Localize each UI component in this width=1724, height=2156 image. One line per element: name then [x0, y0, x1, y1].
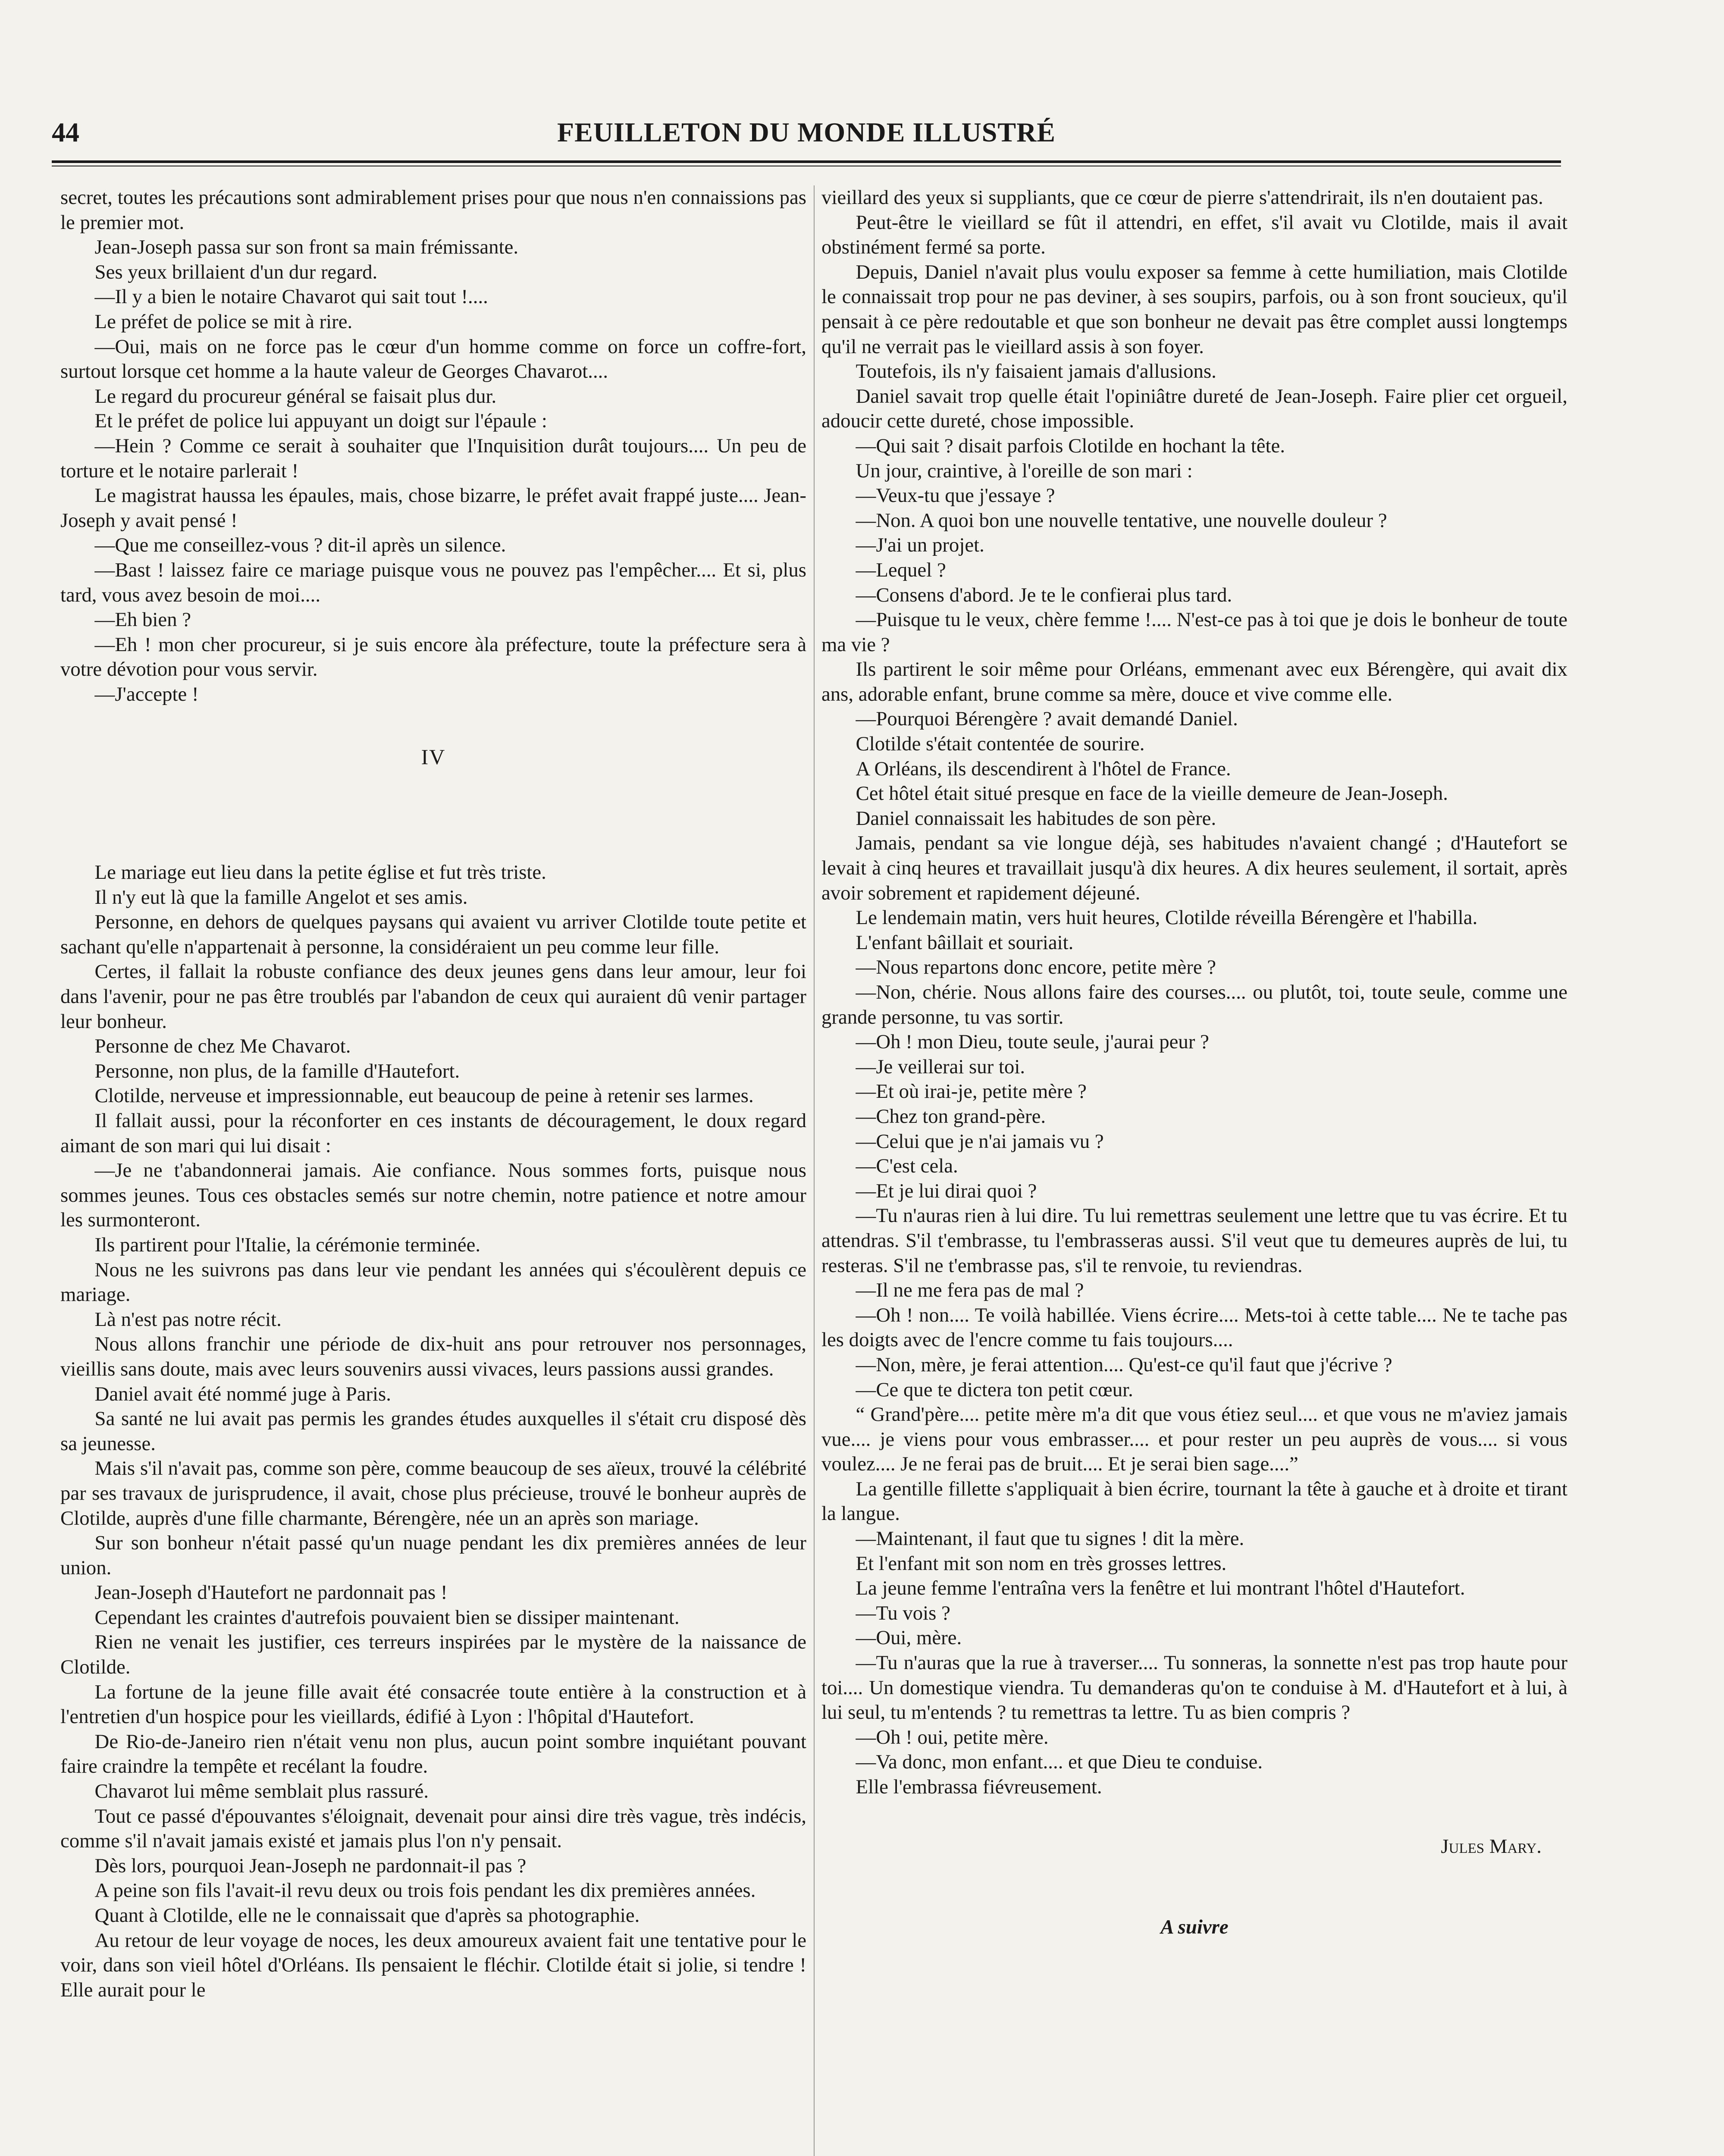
paragraph: Chavarot lui même semblait plus rassuré.	[94, 1780, 429, 1803]
paragraph: Elle l'embrassa fiévreusement.	[856, 1776, 1102, 1798]
paragraph: —Tu n'auras que la rue à traverser.... Tu sonneras, la sonnette n'est pas trop haute pour toi.... Un domestique viendra. Tu demanderas qu'on te conduise à M. d'Hautefort et à lui, à lui seul, tu m'entends ? tu remettras ta lettre. Tu as bien compris ?	[821, 1651, 1567, 1724]
paragraph: —Tu vois ?	[856, 1601, 950, 1624]
paragraph: Là n'est pas notre récit.	[94, 1308, 282, 1331]
paragraph: La gentille fillette s'appliquait à bien écrire, tournant la tête à gauche et à droite et tirant la langue.	[821, 1477, 1567, 1525]
paragraph: Un jour, craintive, à l'oreille de son mari :	[856, 459, 1193, 482]
paragraph: —Ce que te dictera ton petit cœur.	[856, 1378, 1133, 1401]
paragraph: Personne, en dehors de quelques paysans qui avaient vu arriver Clotilde toute petite et sachant qu'elle n'appartenait à personne, la considéraient un peu comme leur fille.	[60, 911, 806, 958]
author-signature: Jules Mary.	[1441, 1835, 1542, 1858]
paragraph: Jean-Joseph d'Hautefort ne pardonnait pas !	[94, 1581, 448, 1604]
paragraph: Dès lors, pourquoi Jean-Joseph ne pardonnait-il pas ?	[94, 1854, 527, 1877]
paragraph: Depuis, Daniel n'avait plus voulu exposer sa femme à cette humiliation, mais Clotilde le connaissait trop pour ne pas deviner, à ses soupirs, parfois, ou à son front soucieux, qu'il pensait à ce père redoutable et que son bonheur ne devait pas être complet aussi longtemps qu'il ne verrait pas le vieillard assis à son foyer.	[821, 260, 1567, 358]
paragraph: Jamais, pendant sa vie longue déjà, ses habitudes n'avaient changé ; d'Hautefort se levait à cinq heures et travaillait jusqu'à dix heures. A dix heures seulement, il sortait, après avoir sobrement et rapidement déjeuné.	[821, 832, 1567, 904]
paragraph: —Pourquoi Bérengère ? avait demandé Daniel.	[856, 708, 1238, 730]
paragraph: Sur son bonheur n'était passé qu'un nuage pendant les dix premières années de leur union.	[60, 1532, 806, 1579]
paragraph: —Non, chérie. Nous allons faire des courses.... ou plutôt, toi, toute seule, comme une grande personne, tu vas sortir.	[821, 981, 1567, 1028]
paragraph: Mais s'il n'avait pas, comme son père, comme beaucoup de ses aïeux, trouvé la célébrité par ses travaux de jurisprudence, il avait, chose plus précieuse, trouvé le bonheur auprès de Clotilde, auprès d'une fille charmante, Bérengère, née un an après son mariage.	[60, 1457, 806, 1529]
paragraph: Ils partirent pour l'Italie, la cérémonie terminée.	[94, 1233, 481, 1256]
paragraph: Sa santé ne lui avait pas permis les grandes études auxquelles il s'était cru disposé dès sa jeunesse.	[60, 1407, 806, 1455]
paragraph: —Il ne me fera pas de mal ?	[856, 1279, 1084, 1302]
paragraph: Le préfet de police se mit à rire.	[94, 310, 353, 333]
paragraph: —Nous repartons donc encore, petite mère ?	[856, 956, 1216, 979]
paragraph: —Lequel ?	[856, 558, 946, 581]
left-column	[60, 185, 806, 2156]
paragraph: —Eh ! mon cher procureur, si je suis encore àla préfecture, toute la préfecture sera à votre dévotion pour vous servir.	[60, 633, 806, 681]
paragraph: Quant à Clotilde, elle ne le connaissait que d'après sa photographie.	[94, 1904, 640, 1927]
paragraph: Le mariage eut lieu dans la petite église et fut très triste.	[94, 861, 546, 884]
paragraph: —Et où irai-je, petite mère ?	[856, 1080, 1087, 1103]
paragraph: “ Grand'père.... petite mère m'a dit que vous étiez seul.... et que vous ne m'aviez jamais vue.... je viens pour vous embrasser.... et pour rester un peu auprès de vous.... si vous voulez.... Je ne ferai pas de bruit.... Et je serai bien sage....”	[821, 1403, 1567, 1476]
paragraph: —Oh ! non.... Te voilà habillée. Viens écrire.... Mets-toi à cette table.... Ne te tache pas les doigts avec de l'encre comme tu fais toujours....	[821, 1304, 1567, 1351]
paragraph: —Maintenant, il faut que tu signes ! dit la mère.	[856, 1527, 1244, 1550]
paragraph: A Orléans, ils descendirent à l'hôtel de France.	[856, 757, 1231, 780]
paragraph: Le magistrat haussa les épaules, mais, chose bizarre, le préfet avait frappé juste.... Jean-Joseph y avait pensé !	[60, 484, 806, 532]
paragraph: Le lendemain matin, vers huit heures, Clotilde réveilla Bérengère et l'habilla.	[856, 906, 1478, 929]
paragraph: —J'accepte !	[94, 683, 199, 705]
paragraph: Jean-Joseph passa sur son front sa main frémissante.	[94, 236, 519, 259]
paragraph: Cependant les craintes d'autrefois pouvaient bien se dissiper maintenant.	[94, 1606, 680, 1629]
paragraph: Personne, non plus, de la famille d'Hautefort.	[94, 1059, 460, 1082]
column-divider	[814, 185, 815, 2156]
paragraph: —Je ne t'abandonnerai jamais. Aie confiance. Nous sommes forts, puisque nous sommes jeunes. Tous ces obstacles semés sur notre chemin, notre patience et notre amour les surmonteront.	[60, 1159, 806, 1232]
paragraph: Nous ne les suivrons pas dans leur vie pendant les années qui s'écoulèrent depuis ce mariage.	[60, 1258, 806, 1306]
section-heading: IV	[421, 745, 446, 769]
paragraph: —Eh bien ?	[94, 608, 191, 631]
paragraph: Nous allons franchir une période de dix-huit ans pour retrouver nos personnages, vieillis sans doute, mais avec leurs souvenirs aussi vivaces, leurs passions aussi grandes.	[60, 1333, 806, 1380]
paragraph: Et l'enfant mit son nom en très grosses lettres.	[856, 1552, 1227, 1575]
paragraph: La jeune femme l'entraîna vers la fenêtre et lui montrant l'hôtel d'Hautefort.	[856, 1577, 1465, 1600]
running-title: FEUILLETON DU MONDE ILLUSTRÉ	[557, 117, 1056, 147]
paragraph: —Consens d'abord. Je te le confierai plus tard.	[856, 583, 1232, 606]
paragraph: —Oui, mais on ne force pas le cœur d'un homme comme on force un coffre-fort, surtout lorsque cet homme a la haute valeur de Georges Chavarot....	[60, 335, 806, 383]
paragraph: Peut-être le vieillard se fût il attendri, en effet, s'il avait vu Clotilde, mais il avait obstinément fermé sa porte.	[821, 211, 1567, 259]
paragraph: —Bast ! laissez faire ce mariage puisque vous ne pouvez pas l'empêcher.... Et si, plus tard, vous avez besoin de moi....	[60, 558, 806, 606]
paragraph: —Hein ? Comme ce serait à souhaiter que l'Inquisition durât toujours.... Un peu de torture et le notaire parlerait !	[60, 434, 806, 482]
paragraph: L'enfant bâillait et souriait.	[856, 931, 1074, 954]
paragraph: Et le préfet de police lui appuyant un doigt sur l'épaule :	[94, 410, 547, 432]
paragraph: —Il y a bien le notaire Chavarot qui sait tout !....	[94, 285, 488, 308]
paragraph: —Que me conseillez-vous ? dit-il après un silence.	[94, 534, 506, 557]
page-number: 44	[52, 117, 79, 147]
paragraph: Rien ne venait les justifier, ces terreurs inspirées par le mystère de la naissance de Clotilde.	[60, 1631, 806, 1679]
paragraph: secret, toutes les précautions sont admirablement prises pour que nous n'en connaissions pas le premier mot.	[60, 186, 806, 234]
paragraph: —Non. A quoi bon une nouvelle tentative, une nouvelle douleur ?	[856, 509, 1387, 532]
paragraph: —Tu n'auras rien à lui dire. Tu lui remettras seulement une lettre que tu vas écrire. Et tu attendras. S'il t'embrasse, tu l'embrasseras aussi. S'il veut que tu demeures auprès de lui, tu resteras. S'il ne t'embrasse pas, s'il te renvoie, tu reviendras.	[821, 1204, 1567, 1277]
paragraph: Daniel avait été nommé juge à Paris.	[94, 1382, 391, 1405]
paragraph: Certes, il fallait la robuste confiance des deux jeunes gens dans leur amour, leur foi dans l'avenir, pour ne pas être troublés par l'abandon de ceux qui auraient dû venir partager leur bonheur.	[60, 960, 806, 1033]
paragraph: Ils partirent le soir même pour Orléans, emmenant avec eux Bérengère, qui avait dix ans, adorable enfant, brune comme sa mère, douce et vive comme elle.	[821, 658, 1567, 705]
paragraph: —Veux-tu que j'essaye ?	[856, 484, 1055, 507]
paragraph: De Rio-de-Janeiro rien n'était venu non plus, aucun point sombre inquiétant pouvant faire craindre la tempête et recélant la foudre.	[60, 1730, 806, 1778]
to-be-continued: A suivre	[1160, 1916, 1229, 1939]
paragraph: Daniel savait trop quelle était l'opiniâtre dureté de Jean-Joseph. Faire plier cet orgueil, adoucir cette dureté, chose impossible.	[821, 385, 1567, 432]
paragraph: Toutefois, ils n'y faisaient jamais d'allusions.	[856, 360, 1216, 383]
paragraph: Daniel connaissait les habitudes de son père.	[856, 807, 1216, 830]
paragraph: —C'est cela.	[856, 1155, 958, 1178]
paragraph: —Oui, mère.	[856, 1626, 962, 1649]
paragraph: La fortune de la jeune fille avait été consacrée toute entière à la construction et à l'entretien d'un hospice pour les vieillards, édifié à Lyon : l'hôpital d'Hautefort.	[60, 1680, 806, 1728]
paragraph: Clotilde s'était contentée de sourire.	[856, 733, 1145, 755]
paragraph: Personne de chez Me Chavarot.	[94, 1035, 351, 1058]
paragraph: Clotilde, nerveuse et impressionnable, eut beaucoup de peine à retenir ses larmes.	[94, 1084, 754, 1107]
paragraph: vieillard des yeux si suppliants, que ce cœur de pierre s'attendrirait, ils n'en doutaient pas.	[821, 186, 1543, 209]
right-column	[821, 185, 1567, 2156]
paragraph: —Je veillerai sur toi.	[856, 1055, 1025, 1078]
paragraph: Il n'y eut là que la famille Angelot et ses amis.	[94, 886, 468, 909]
paragraph: —J'ai un projet.	[856, 534, 984, 557]
paragraph: —Oh ! oui, petite mère.	[856, 1726, 1049, 1749]
paragraph: —Va donc, mon enfant.... et que Dieu te conduise.	[856, 1751, 1263, 1774]
paragraph: —Puisque tu le veux, chère femme !.... N'est-ce pas à toi que je dois le bonheur de toute ma vie ?	[821, 608, 1567, 656]
paragraph: —Chez ton grand-père.	[856, 1105, 1046, 1128]
paragraph: Ses yeux brillaient d'un dur regard.	[94, 260, 378, 283]
paragraph: Il fallait aussi, pour la réconforter en ces instants de découragement, le doux regard aimant de son mari qui lui disait :	[60, 1109, 806, 1157]
paragraph: —Non, mère, je ferai attention.... Qu'est-ce qu'il faut que j'écrive ?	[856, 1353, 1392, 1376]
paragraph: —Oh ! mon Dieu, toute seule, j'aurai peur ?	[856, 1031, 1209, 1053]
paragraph: Au retour de leur voyage de noces, les deux amoureux avaient fait une tentative pour le voir, dans son vieil hôtel d'Orléans. Ils pensaient le fléchir. Clotilde était si jolie, si tendre ! Elle aurait pour le	[60, 1929, 806, 2001]
paragraph: Tout ce passé d'épouvantes s'éloignait, devenait pour ainsi dire très vague, très indécis, comme s'il n'avait jamais existé et jamais plus l'on n'y pensait.	[60, 1805, 806, 1852]
paragraph: —Celui que je n'ai jamais vu ?	[856, 1130, 1104, 1153]
paragraph: Cet hôtel était situé presque en face de la vieille demeure de Jean-Joseph.	[856, 782, 1448, 805]
paragraph: —Et je lui dirai quoi ?	[856, 1179, 1037, 1202]
page-header	[52, 116, 1561, 155]
header-rule	[52, 160, 1561, 163]
paragraph: Le regard du procureur général se faisait plus dur.	[94, 385, 497, 407]
paragraph: —Qui sait ? disait parfois Clotilde en hochant la tête.	[856, 434, 1285, 457]
paragraph: A peine son fils l'avait-il revu deux ou trois fois pendant les dix premières années.	[94, 1879, 756, 1902]
